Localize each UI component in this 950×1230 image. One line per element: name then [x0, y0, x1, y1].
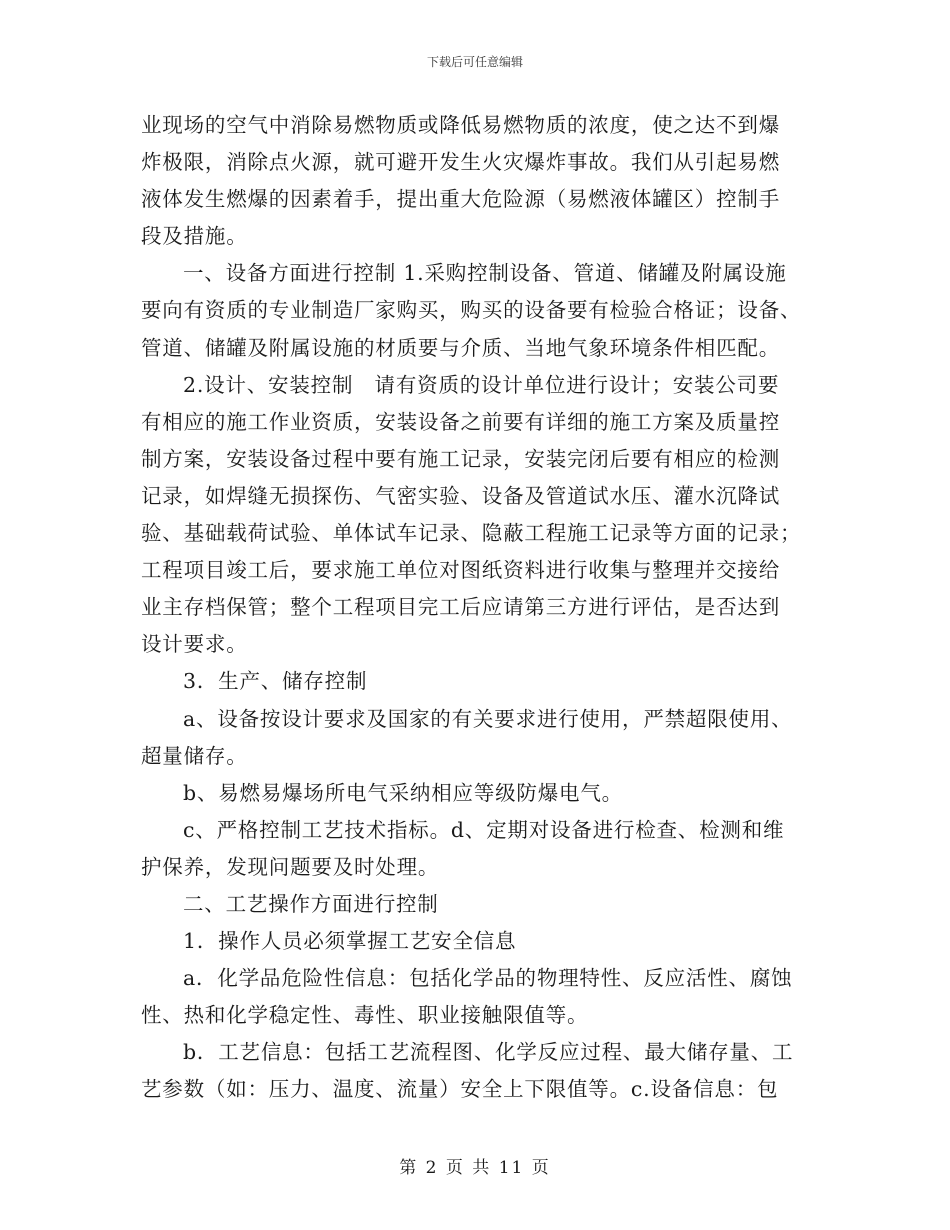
text-line: 记录，如焊缝无损探伤、气密实验、设备及管道试水压、灌水沉降试 [141, 483, 780, 508]
text-line: 二、工艺操作方面进行控制 [183, 891, 439, 916]
text-line: 有相应的施工作业资质，安装设备之前要有详细的施工方案及质量控 [141, 409, 780, 434]
document-body [141, 107, 809, 1109]
text-line: 管道、储罐及附属设施的材质要与介质、当地气象环境条件相匹配。 [141, 335, 780, 360]
text-line: 业主存档保管；整个工程项目完工后应请第三方进行评估，是否达到 [141, 595, 780, 620]
text-line: 3．生产、储存控制 [183, 669, 368, 694]
text-line: 炸极限，消除点火源，就可避开发生火灾爆炸事故。我们从引起易燃 [141, 150, 780, 175]
text-line: 验、基础载荷试验、单体试车记录、隐蔽工程施工记录等方面的记录； [141, 521, 802, 546]
text-line: 1．操作人员必须掌握工艺安全信息 [183, 929, 517, 954]
text-line: 一、设备方面进行控制 1.采购控制设备、管道、储罐及附属设施 [183, 261, 787, 286]
text-line: 护保养，发现问题要及时处理。 [141, 854, 440, 879]
text-line: 设计要求。 [141, 632, 248, 657]
text-line: 制方案，安装设备过程中要有施工记录，安装完闭后要有相应的检测 [141, 446, 780, 471]
text-line: 2.设计、安装控制 请有资质的设计单位进行设计；安装公司要 [183, 372, 780, 397]
text-line: c、严格控制工艺技术指标。d、定期对设备进行检查、检测和维 [183, 817, 785, 842]
text-line: 超量储存。 [141, 743, 248, 768]
text-line: 业现场的空气中消除易燃物质或降低易燃物质的浓度，使之达不到爆 [141, 113, 780, 137]
page-footer: 第 2 页 共 11 页 [399, 1158, 551, 1178]
text-line: a、设备按设计要求及国家的有关要求进行使用，严禁超限使用、 [183, 706, 793, 731]
text-line: a．化学品危险性信息：包括化学品的物理特性、反应活性、腐蚀 [183, 966, 793, 991]
text-line: 工程项目竣工后，要求施工单位对图纸资料进行收集与整理并交接给 [141, 558, 780, 583]
text-line: 要向有资质的专业制造厂家购买，购买的设备要有检验合格证；设备、 [141, 298, 802, 323]
text-line: b．工艺信息：包括工艺流程图、化学反应过程、最大储存量、工 [183, 1040, 794, 1065]
text-line: 段及措施。 [141, 224, 248, 249]
text-line: b、易燃易爆场所电气采纳相应等级防爆电气。 [183, 780, 623, 805]
text-line: 液体发生燃爆的因素着手，提出重大危险源（易燃液体罐区）控制手 [141, 187, 780, 212]
text-line: 艺参数（如：压力、温度、流量）安全上下限值等。c.设备信息：包 [141, 1077, 779, 1102]
page-header: 下载后可任意编辑 [426, 55, 523, 69]
text-line: 性、热和化学稳定性、毒性、职业接触限值等。 [141, 1003, 589, 1028]
